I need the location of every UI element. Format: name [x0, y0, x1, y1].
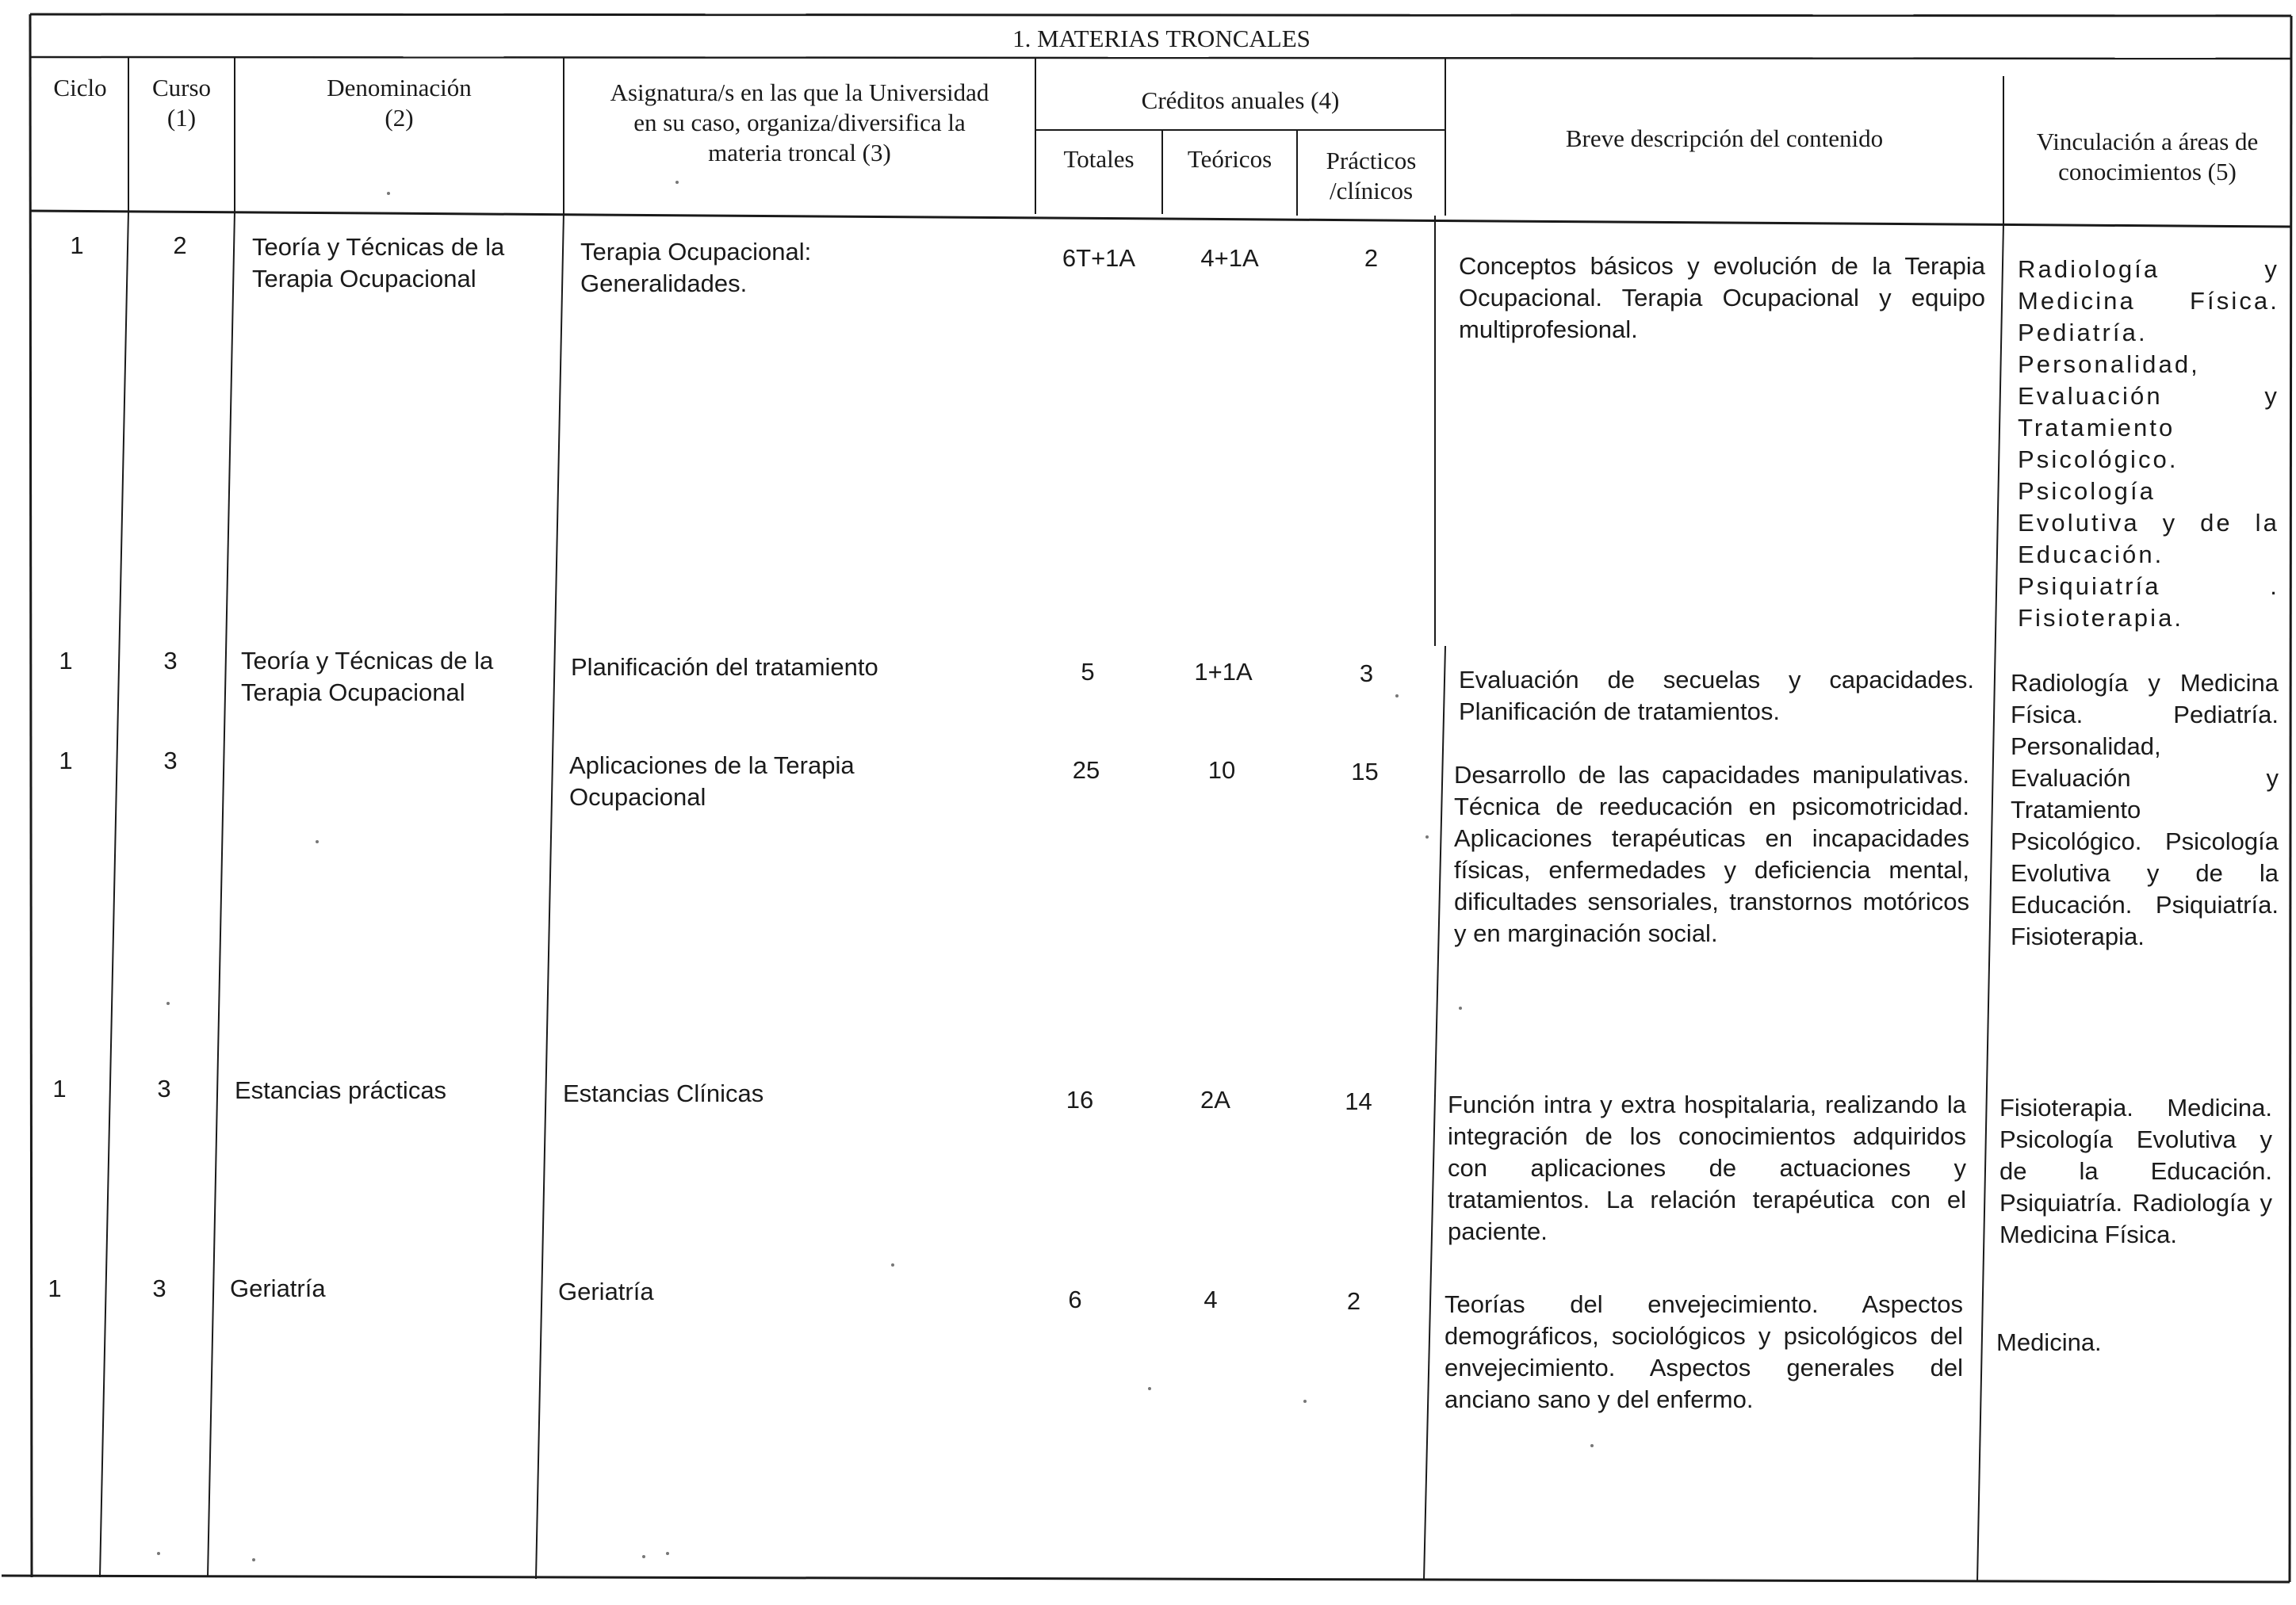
- header-denominacion: Denominación (2): [327, 74, 472, 132]
- cell-ciclo: 1: [48, 1274, 62, 1302]
- cell-curso: 2: [173, 231, 187, 259]
- header-curso: Curso (1): [151, 74, 212, 132]
- cell-teoricos: 4+1A: [1200, 244, 1259, 272]
- cell-ciclo: 1: [70, 231, 84, 259]
- cell-curso: 3: [157, 1075, 171, 1102]
- scan-speck: [252, 1558, 255, 1561]
- cell-ciclo: 1: [59, 647, 73, 674]
- header-teoricos: Teóricos: [1187, 145, 1272, 173]
- cell-totales: 16: [1066, 1086, 1094, 1114]
- header-practicos: Prácticos /clínicos: [1326, 147, 1417, 204]
- cell-ciclo: 1: [59, 747, 73, 774]
- cell-teoricos: 10: [1207, 756, 1236, 784]
- cell-asignatura: Terapia Ocupacional: Generalidades.: [580, 238, 812, 297]
- scan-speck: [166, 1002, 170, 1005]
- cell-practicos: 14: [1345, 1087, 1372, 1115]
- cell-descripcion: Desarrollo de las capacidades manipulativas. Técnica de reeducación en psicomotricidad. Aplicaciones terapéuticas en incapacidades físicas, enfermedades y deficiencia mental, dificultades sensoriales, transtornos motóricos y en marginación social.: [1454, 761, 1969, 947]
- cell-ciclo: 1: [52, 1075, 67, 1102]
- scan-speck: [316, 840, 319, 843]
- cell-curso: 3: [163, 747, 178, 774]
- scan-speck: [1425, 835, 1429, 839]
- cell-denominacion: Estancias prácticas: [235, 1076, 447, 1104]
- cell-vinculacion: Fisioterapia. Medicina. Psicología Evolutiva y de la Educación. Psiquiatría. Radiología y Medicina Física.: [1999, 1094, 2272, 1248]
- cell-totales: 6T+1A: [1062, 244, 1136, 272]
- scan-speck: [157, 1552, 160, 1555]
- cell-totales: 5: [1081, 658, 1095, 686]
- header-asignatura: Asignatura/s en las que la Universidad en su caso, organiza/diversifica la materia troncal (3): [610, 78, 989, 166]
- cell-descripcion: Evaluación de secuelas y capacidades. Planificación de tratamientos.: [1459, 666, 1974, 725]
- cell-practicos: 2: [1346, 1287, 1361, 1315]
- scan-speck: [666, 1552, 669, 1555]
- scan-speck: [891, 1263, 894, 1267]
- cell-totales: 6: [1068, 1286, 1082, 1313]
- scan-speck: [642, 1555, 645, 1558]
- header-descripcion: Breve descripción del contenido: [1565, 124, 1884, 152]
- cell-denominacion: Teoría y Técnicas de la Terapia Ocupacional: [252, 233, 505, 292]
- cell-descripcion: Función intra y extra hospitalaria, realizando la integración de los conocimientos adquiridos con aplicaciones de actuaciones y tratamientos. La relación terapéutica con el paciente.: [1448, 1091, 1966, 1245]
- table-title: 1. MATERIAS TRONCALES: [1012, 25, 1311, 52]
- cell-teoricos: 2A: [1200, 1086, 1230, 1114]
- cell-totales: 25: [1072, 756, 1100, 784]
- cell-vinculacion: Radiología y Medicina Física. Pediatría. Personalidad, Evaluación y Tratamiento Psicológico. Psicología Evolutiva y de la Educación. Psiquiatría . Fisioterapia.: [2018, 255, 2279, 632]
- cell-practicos: 15: [1351, 758, 1379, 785]
- cell-practicos: 2: [1364, 244, 1379, 272]
- header-ciclo: Ciclo: [53, 74, 107, 101]
- cell-asignatura: Estancias Clínicas: [563, 1080, 764, 1107]
- scan-speck: [1459, 1007, 1462, 1010]
- cell-vinculacion: Radiología y Medicina Física. Pediatría. Personalidad, Evaluación y Tratamiento Psicológico. Psicología Evolutiva y de la Educación. Psiquiatría. Fisioterapia.: [2011, 669, 2279, 950]
- scan-speck: [387, 192, 390, 195]
- cell-asignatura: Planificación del tratamiento: [571, 653, 878, 681]
- header-totales: Totales: [1063, 145, 1135, 173]
- cell-asignatura: Geriatría: [558, 1278, 654, 1305]
- cell-descripcion: Conceptos básicos y evolución de la Terapia Ocupacional. Terapia Ocupacional y equipo multiprofesional.: [1459, 252, 1985, 343]
- cell-practicos: 3: [1359, 659, 1374, 687]
- header-vinculacion: Vinculación a áreas de conocimientos (5): [2036, 128, 2259, 185]
- cell-teoricos: 1+1A: [1194, 658, 1253, 686]
- cell-teoricos: 4: [1203, 1286, 1218, 1313]
- cell-curso: 3: [152, 1274, 166, 1302]
- cell-asignatura: Aplicaciones de la Terapia Ocupacional: [569, 751, 855, 811]
- scan-speck: [1395, 694, 1399, 697]
- scan-speck: [1303, 1400, 1307, 1403]
- scan-speck: [1590, 1444, 1594, 1447]
- scan-speck: [675, 181, 679, 184]
- scan-speck: [1148, 1387, 1151, 1390]
- cell-denominacion: Geriatría: [230, 1274, 326, 1302]
- cell-curso: 3: [163, 647, 178, 674]
- cell-descripcion: Teorías del envejecimiento. Aspectos demográficos, sociológicos y psicológicos del envejecimiento. Aspectos generales del anciano sano y del enfermo.: [1445, 1290, 1963, 1413]
- cell-vinculacion: Medicina.: [1996, 1328, 2102, 1356]
- header-creditos-anuales: Créditos anuales (4): [1141, 86, 1340, 114]
- cell-denominacion: Teoría y Técnicas de la Terapia Ocupacional: [241, 647, 494, 706]
